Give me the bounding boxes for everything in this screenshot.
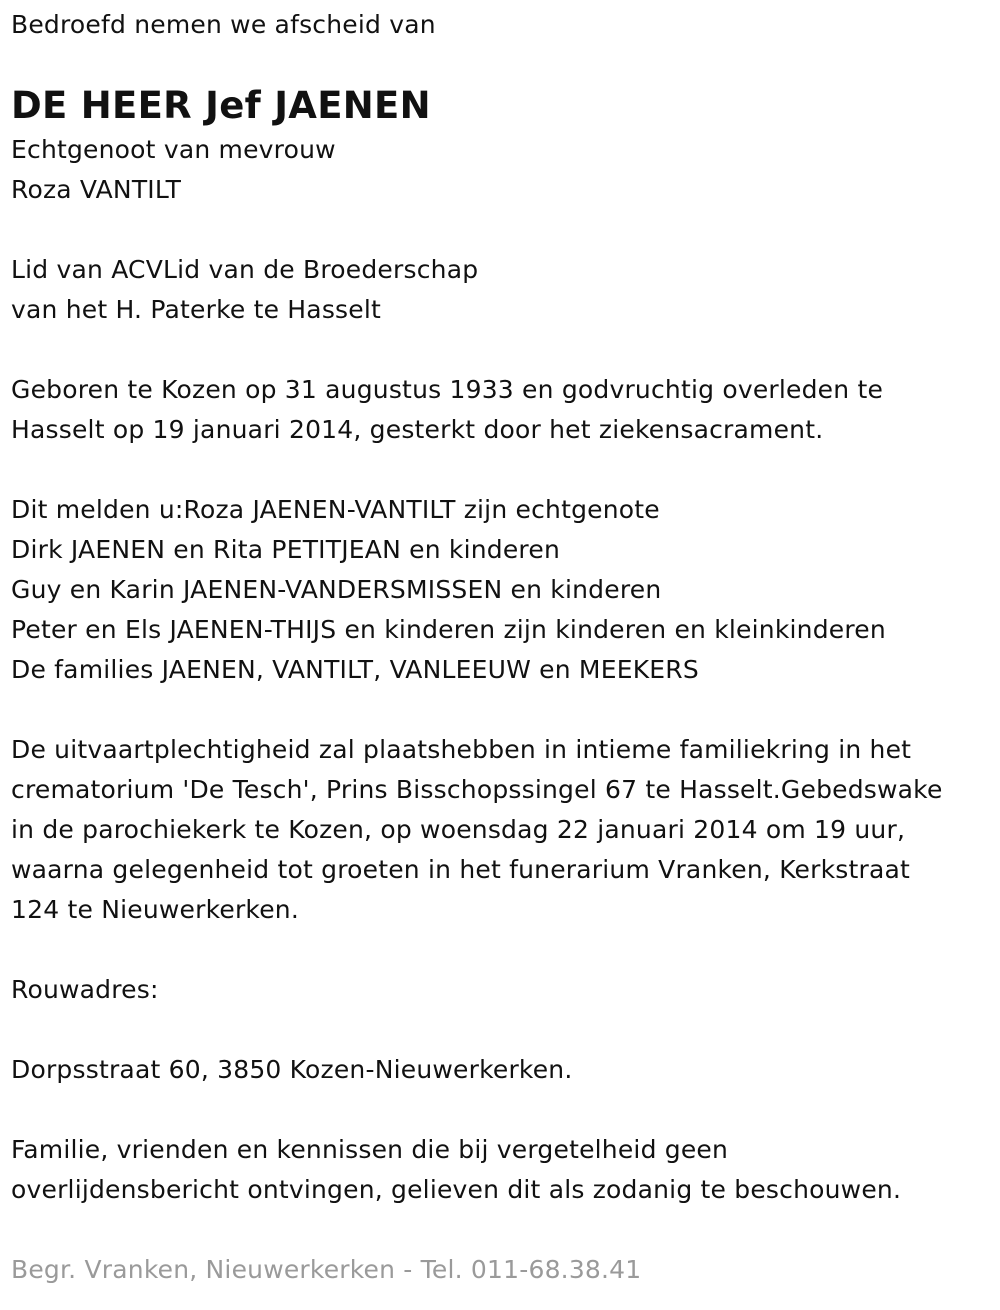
family-line: Dirk JAENEN en Rita PETITJEAN en kinderen <box>11 535 560 564</box>
spacer <box>11 1090 991 1130</box>
membership-section <box>11 250 991 330</box>
spacer <box>11 690 991 730</box>
funeral-home-footer: Begr. Vranken, Nieuwerkerken - Tel. 011-68.38.41 <box>11 1255 642 1284</box>
family-line: Dit melden u:Roza JAENEN-VANTILT zijn echtgenote <box>11 495 660 524</box>
intro-text: Bedroefd nemen we afscheid van <box>11 10 436 39</box>
notice-line: Familie, vrienden en kennissen die bij vergetelheid geen <box>11 1135 729 1164</box>
family-line: Peter en Els JAENEN-THIJS en kinderen zijn kinderen en kleinkinderen <box>11 615 886 644</box>
ceremony-line: 124 te Nieuwerkerken. <box>11 895 299 924</box>
spacer <box>11 1210 991 1250</box>
membership-line: Lid van ACVLid van de Broederschap <box>11 255 479 284</box>
deceased-name: DE HEER Jef JAENEN <box>11 84 431 127</box>
ceremony-line: waarna gelegenheid tot groeten in het funerarium Vranken, Kerkstraat <box>11 855 911 884</box>
obituary-notice <box>11 0 991 1290</box>
notice-section <box>11 1130 991 1210</box>
mourning-address: Dorpsstraat 60, 3850 Kozen-Nieuwerkerken. <box>11 1055 573 1084</box>
ceremony-line: De uitvaartplechtigheid zal plaatshebben in intieme familiekring in het <box>11 735 912 764</box>
family-line: Guy en Karin JAENEN-VANDERSMISSEN en kinderen <box>11 575 662 604</box>
ceremony-section <box>11 730 991 930</box>
birth-death-section <box>11 370 991 450</box>
spacer <box>11 930 991 970</box>
notice-line: overlijdensbericht ontvingen, gelieven dit als zodanig te beschouwen. <box>11 1175 902 1204</box>
spacer <box>11 1010 991 1050</box>
spouse-section <box>11 130 991 210</box>
birth-death-line: Hasselt op 19 januari 2014, gesterkt door het ziekensacrament. <box>11 415 824 444</box>
spouse-line: Echtgenoot van mevrouw <box>11 135 336 164</box>
address-label: Rouwadres: <box>11 975 159 1004</box>
spouse-line: Roza VANTILT <box>11 175 182 204</box>
ceremony-line: in de parochiekerk te Kozen, op woensdag 22 januari 2014 om 19 uur, <box>11 815 906 844</box>
family-line: De families JAENEN, VANTILT, VANLEEUW en MEEKERS <box>11 655 699 684</box>
spacer <box>11 210 991 250</box>
spacer <box>11 450 991 490</box>
ceremony-line: crematorium 'De Tesch', Prins Bisschopssingel 67 te Hasselt.Gebedswake <box>11 775 943 804</box>
family-section <box>11 490 991 690</box>
spacer <box>11 330 991 370</box>
membership-line: van het H. Paterke te Hasselt <box>11 295 382 324</box>
birth-death-line: Geboren te Kozen op 31 augustus 1933 en godvruchtig overleden te <box>11 375 884 404</box>
